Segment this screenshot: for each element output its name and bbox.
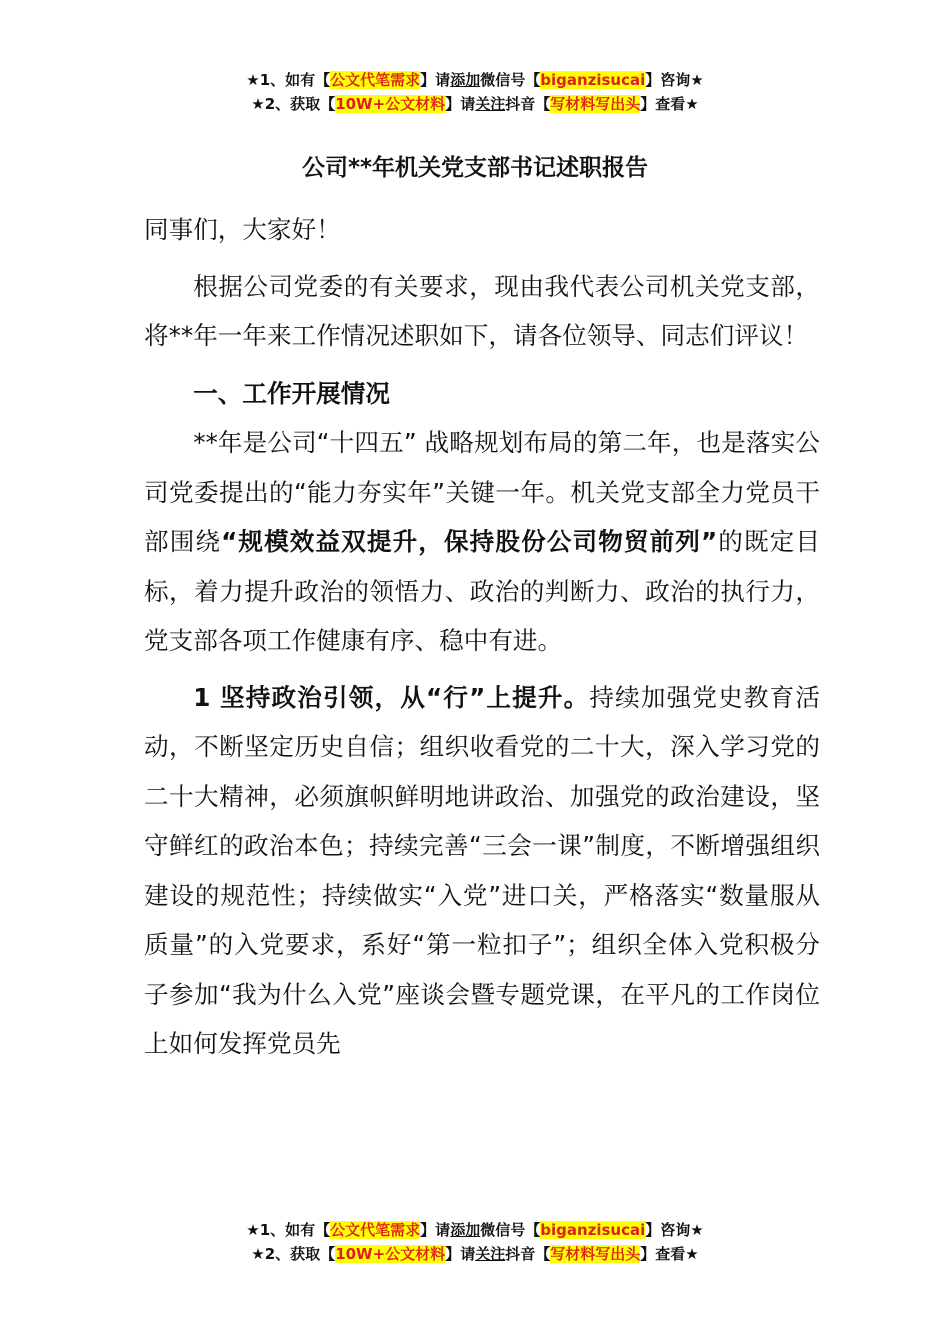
intro-paragraph: 根据公司党委的有关要求，现由我代表公司机关党支部，将**年一年来工作情况述职如下，请各位领导、同志们评议！: [144, 271, 820, 350]
banner-text: 】查看★: [640, 95, 699, 113]
overview-paragraph: [144, 418, 820, 666]
paragraph-text: **年是公司“十四五” 战略规划布局的第二年，也是落实公司党委提出的“能力夯实年”关键一年。机关党支部全力党员干部围绕: [144, 428, 820, 556]
banner-text: 微信号【: [480, 71, 541, 89]
banner-highlight: 写材料写出头: [550, 95, 641, 113]
banner-line-1: [0, 68, 950, 92]
point-1-heading: 1 坚持政治引领，从“行”上提升。: [193, 682, 590, 712]
banner-underlined: 添加: [450, 1221, 481, 1239]
banner-line-2: [0, 1242, 950, 1266]
banner-highlight: 10W+公文材料: [335, 95, 446, 113]
banner-text: 抖音【: [505, 95, 551, 113]
paragraph-bold-text: “规模效益双提升，保持股份公司物贸前列”: [221, 527, 718, 556]
banner-text: 微信号【: [480, 1221, 541, 1239]
point-1-paragraph: [144, 673, 820, 1069]
section-heading: 一、工作开展情况: [193, 378, 390, 408]
paragraph-text: 持续加强党史教育活动，不断坚定历史自信；组织收看党的二十大，深入学习党的二十大精神，必须旗帜鲜明地讲政治、加强党的政治建设，坚守鲜红的政治本色；持续完善“三会一课”制度，不断增强组织建设的规范性；持续做实“入党”进口关，严格落实“数量服从质量”的入党要求，系好“第一粒扣子”；组织全体入党积极分子参加“我为什么入党”座谈会暨专题党课，在平凡的工作岗位上如何发挥党员先: [144, 682, 820, 1058]
banner-text: ★1、如有【: [246, 1221, 331, 1239]
greeting: 同事们，大家好！: [144, 215, 341, 244]
banner-text: ★2、获取【: [251, 95, 336, 113]
footer-banner: [0, 1218, 950, 1266]
banner-text: 】咨询★: [645, 1221, 704, 1239]
banner-highlight: 10W+公文材料: [335, 1245, 446, 1263]
banner-underlined: 关注: [475, 95, 506, 113]
document-body: [144, 205, 820, 1069]
banner-underlined: 关注: [475, 1245, 506, 1263]
banner-text: 】请: [420, 71, 451, 89]
banner-highlight: 公文代笔需求: [330, 71, 421, 89]
banner-underlined: 添加: [450, 71, 481, 89]
banner-text: 】请: [445, 1245, 476, 1263]
banner-text: 】请: [420, 1221, 451, 1239]
banner-highlight: 公文代笔需求: [330, 1221, 421, 1239]
banner-line-2: [0, 92, 950, 116]
banner-text: 抖音【: [505, 1245, 551, 1263]
banner-text: ★2、获取【: [251, 1245, 336, 1263]
banner-highlight: biganzisucai: [540, 71, 646, 89]
header-banner: [0, 68, 950, 116]
banner-text: 】咨询★: [645, 71, 704, 89]
banner-text: 】查看★: [640, 1245, 699, 1263]
paragraph-text: 的既定目标，着力提升政治的领悟力、政治的判断力、政治的执行力，党支部各项工作健康有序、稳中有进。: [144, 527, 820, 655]
banner-highlight: biganzisucai: [540, 1221, 646, 1239]
document-title: 公司**年机关党支部书记述职报告: [301, 155, 649, 181]
banner-text: 】请: [445, 95, 476, 113]
banner-highlight: 写材料写出头: [550, 1245, 641, 1263]
banner-line-1: [0, 1218, 950, 1242]
banner-text: ★1、如有【: [246, 71, 331, 89]
